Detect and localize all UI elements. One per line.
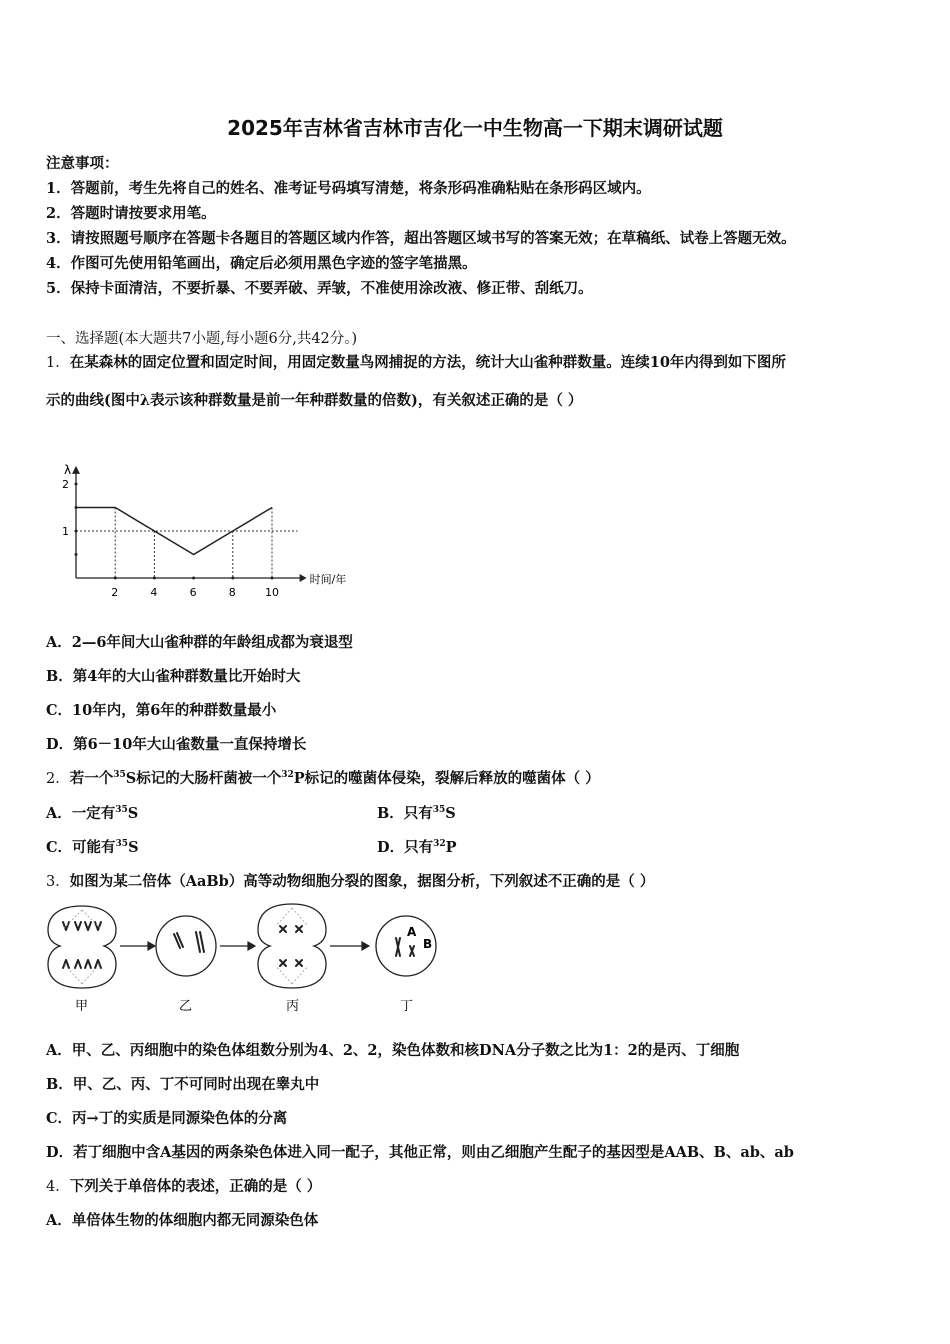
notice-heading: 注意事项： <box>46 155 119 172</box>
y-axis-dot <box>75 553 78 556</box>
q2-stem-post: P标记的噬菌体侵染，裂解后释放的噬菌体（ ） <box>293 770 600 787</box>
cell-bing-outline <box>258 904 326 988</box>
notice-item: 1．答题前，考生先将自己的姓名、准考证号码填写清楚，将条形码准确粘贴在条形码区域内。 <box>46 180 651 197</box>
question-1-option-c: C．10年内，第6年的种群数量最小 <box>46 702 277 719</box>
x-tick-label: 4 <box>150 586 158 599</box>
question-3-stem <box>46 870 654 891</box>
cell-division-diagram <box>44 900 444 1020</box>
notice-item: 4．作图可先使用铅笔画出，确定后必须用黑色字迹的签字笔描黑。 <box>46 255 477 272</box>
x-tick-label: 2 <box>111 586 119 599</box>
question-2-option-d: D．只有$^{32}$P <box>377 839 457 856</box>
y-tick-label: 2 <box>62 478 69 491</box>
question-2-option-c: C．可能有$^{35}$S <box>46 839 139 856</box>
y-axis-label: λ <box>64 462 72 477</box>
q2-isotope-sup: 32 <box>281 770 294 780</box>
question-4-stem <box>46 1175 321 1196</box>
y-tick-label: 1 <box>62 525 69 538</box>
question-2-option-a: A．一定有$^{35}$S <box>46 805 139 822</box>
notice-item: 3．请按照题号顺序在答题卡各题目的答题区域内作答，超出答题区域书写的答案无效；在草稿纸、试卷上答题无效。 <box>46 230 796 247</box>
x-tick-label: 8 <box>228 586 236 599</box>
question-2-option-b: B．只有$^{35}$S <box>377 805 456 822</box>
question-3-option-b: B．甲、乙、丙、丁不可同时出现在睾丸中 <box>46 1076 320 1093</box>
notice-item: 2．答题时请按要求用笔。 <box>46 205 216 222</box>
lambda-chart <box>52 420 392 610</box>
x-tick-label: 6 <box>189 586 197 599</box>
question-4-option-a: A．单倍体生物的体细胞内都无同源染色体 <box>46 1212 319 1229</box>
question-number: 3． <box>46 874 70 890</box>
q2-isotope-sup: 35 <box>113 770 126 780</box>
question-3-stem-text: 如图为某二倍体（AaBb）高等动物细胞分裂的图象，据图分析，下列叙述不正确的是（ ） <box>69 873 655 890</box>
x-axis-label: 时间/年 <box>309 573 347 586</box>
question-3-option-a: A．甲、乙、丙细胞中的染色体组数分别为4、2、2，染色体数和核DNA分子数之比为1：2的是丙、丁细胞 <box>46 1042 740 1059</box>
x-axis-arrow <box>300 574 307 582</box>
question-3-option-d: D．若丁细胞中含A基因的两条染色体进入同一配子，其他正常，则由乙细胞产生配子的基因型是AAB、B、ab、ab <box>46 1144 794 1161</box>
q2-stem-pre: 若一个 <box>69 770 114 787</box>
question-1-option-a: A．2—6年间大山雀种群的年龄组成都为衰退型 <box>46 634 353 651</box>
question-1-option-d: D．第6－10年大山雀数量一直保持增长 <box>46 736 307 753</box>
gene-label-b: B <box>423 937 433 951</box>
question-1-stem-line1: 在某森林的固定位置和固定时间，用固定数量鸟网捕捉的方法，统计大山雀种群数量。连续10年内得到如下图所 <box>69 354 786 371</box>
y-axis-dot <box>75 483 78 486</box>
section-heading: 一、选择题(本大题共7小题,每小题6分,共42分。) <box>46 331 358 347</box>
x-tick-label: 10 <box>265 586 279 599</box>
q2-stem-mid: S标记的大肠杆菌被一个 <box>125 770 282 787</box>
cell-label-yi: 乙 <box>179 999 193 1014</box>
cell-jia-outline <box>48 906 116 988</box>
notice-item: 5．保持卡面清洁，不要折暴、不要弄破、弄皱，不准使用涂改液、修正带、刮纸刀。 <box>46 280 593 297</box>
cell-yi-outline <box>156 916 216 976</box>
question-2-stem <box>46 767 600 788</box>
question-number: 4． <box>46 1179 70 1195</box>
question-number: 2． <box>46 771 70 787</box>
gene-label-a: A <box>407 925 417 939</box>
x-tick-dot <box>192 577 195 580</box>
cell-label-jia: 甲 <box>75 999 89 1014</box>
question-number: 1． <box>46 355 70 371</box>
question-3-option-c: C．丙→丁的实质是同源染色体的分离 <box>46 1110 288 1127</box>
page-title: 2025年吉林省吉林市吉化一中生物高一下期末调研试题 <box>227 116 723 140</box>
cell-label-ding: 丁 <box>400 999 414 1014</box>
question-1-stem-line2: 示的曲线(图中λ表示该种群数量是前一年种群数量的倍数)，有关叙述正确的是（ ） <box>46 392 583 409</box>
cell-label-bing: 丙 <box>286 999 300 1014</box>
question-4-stem-text: 下列关于单倍体的表述，正确的是（ ） <box>69 1178 322 1195</box>
question-1-stem <box>46 351 786 372</box>
question-1-option-b: B．第4年的大山雀种群数量比开始时大 <box>46 668 301 685</box>
y-axis-arrow <box>72 466 80 474</box>
